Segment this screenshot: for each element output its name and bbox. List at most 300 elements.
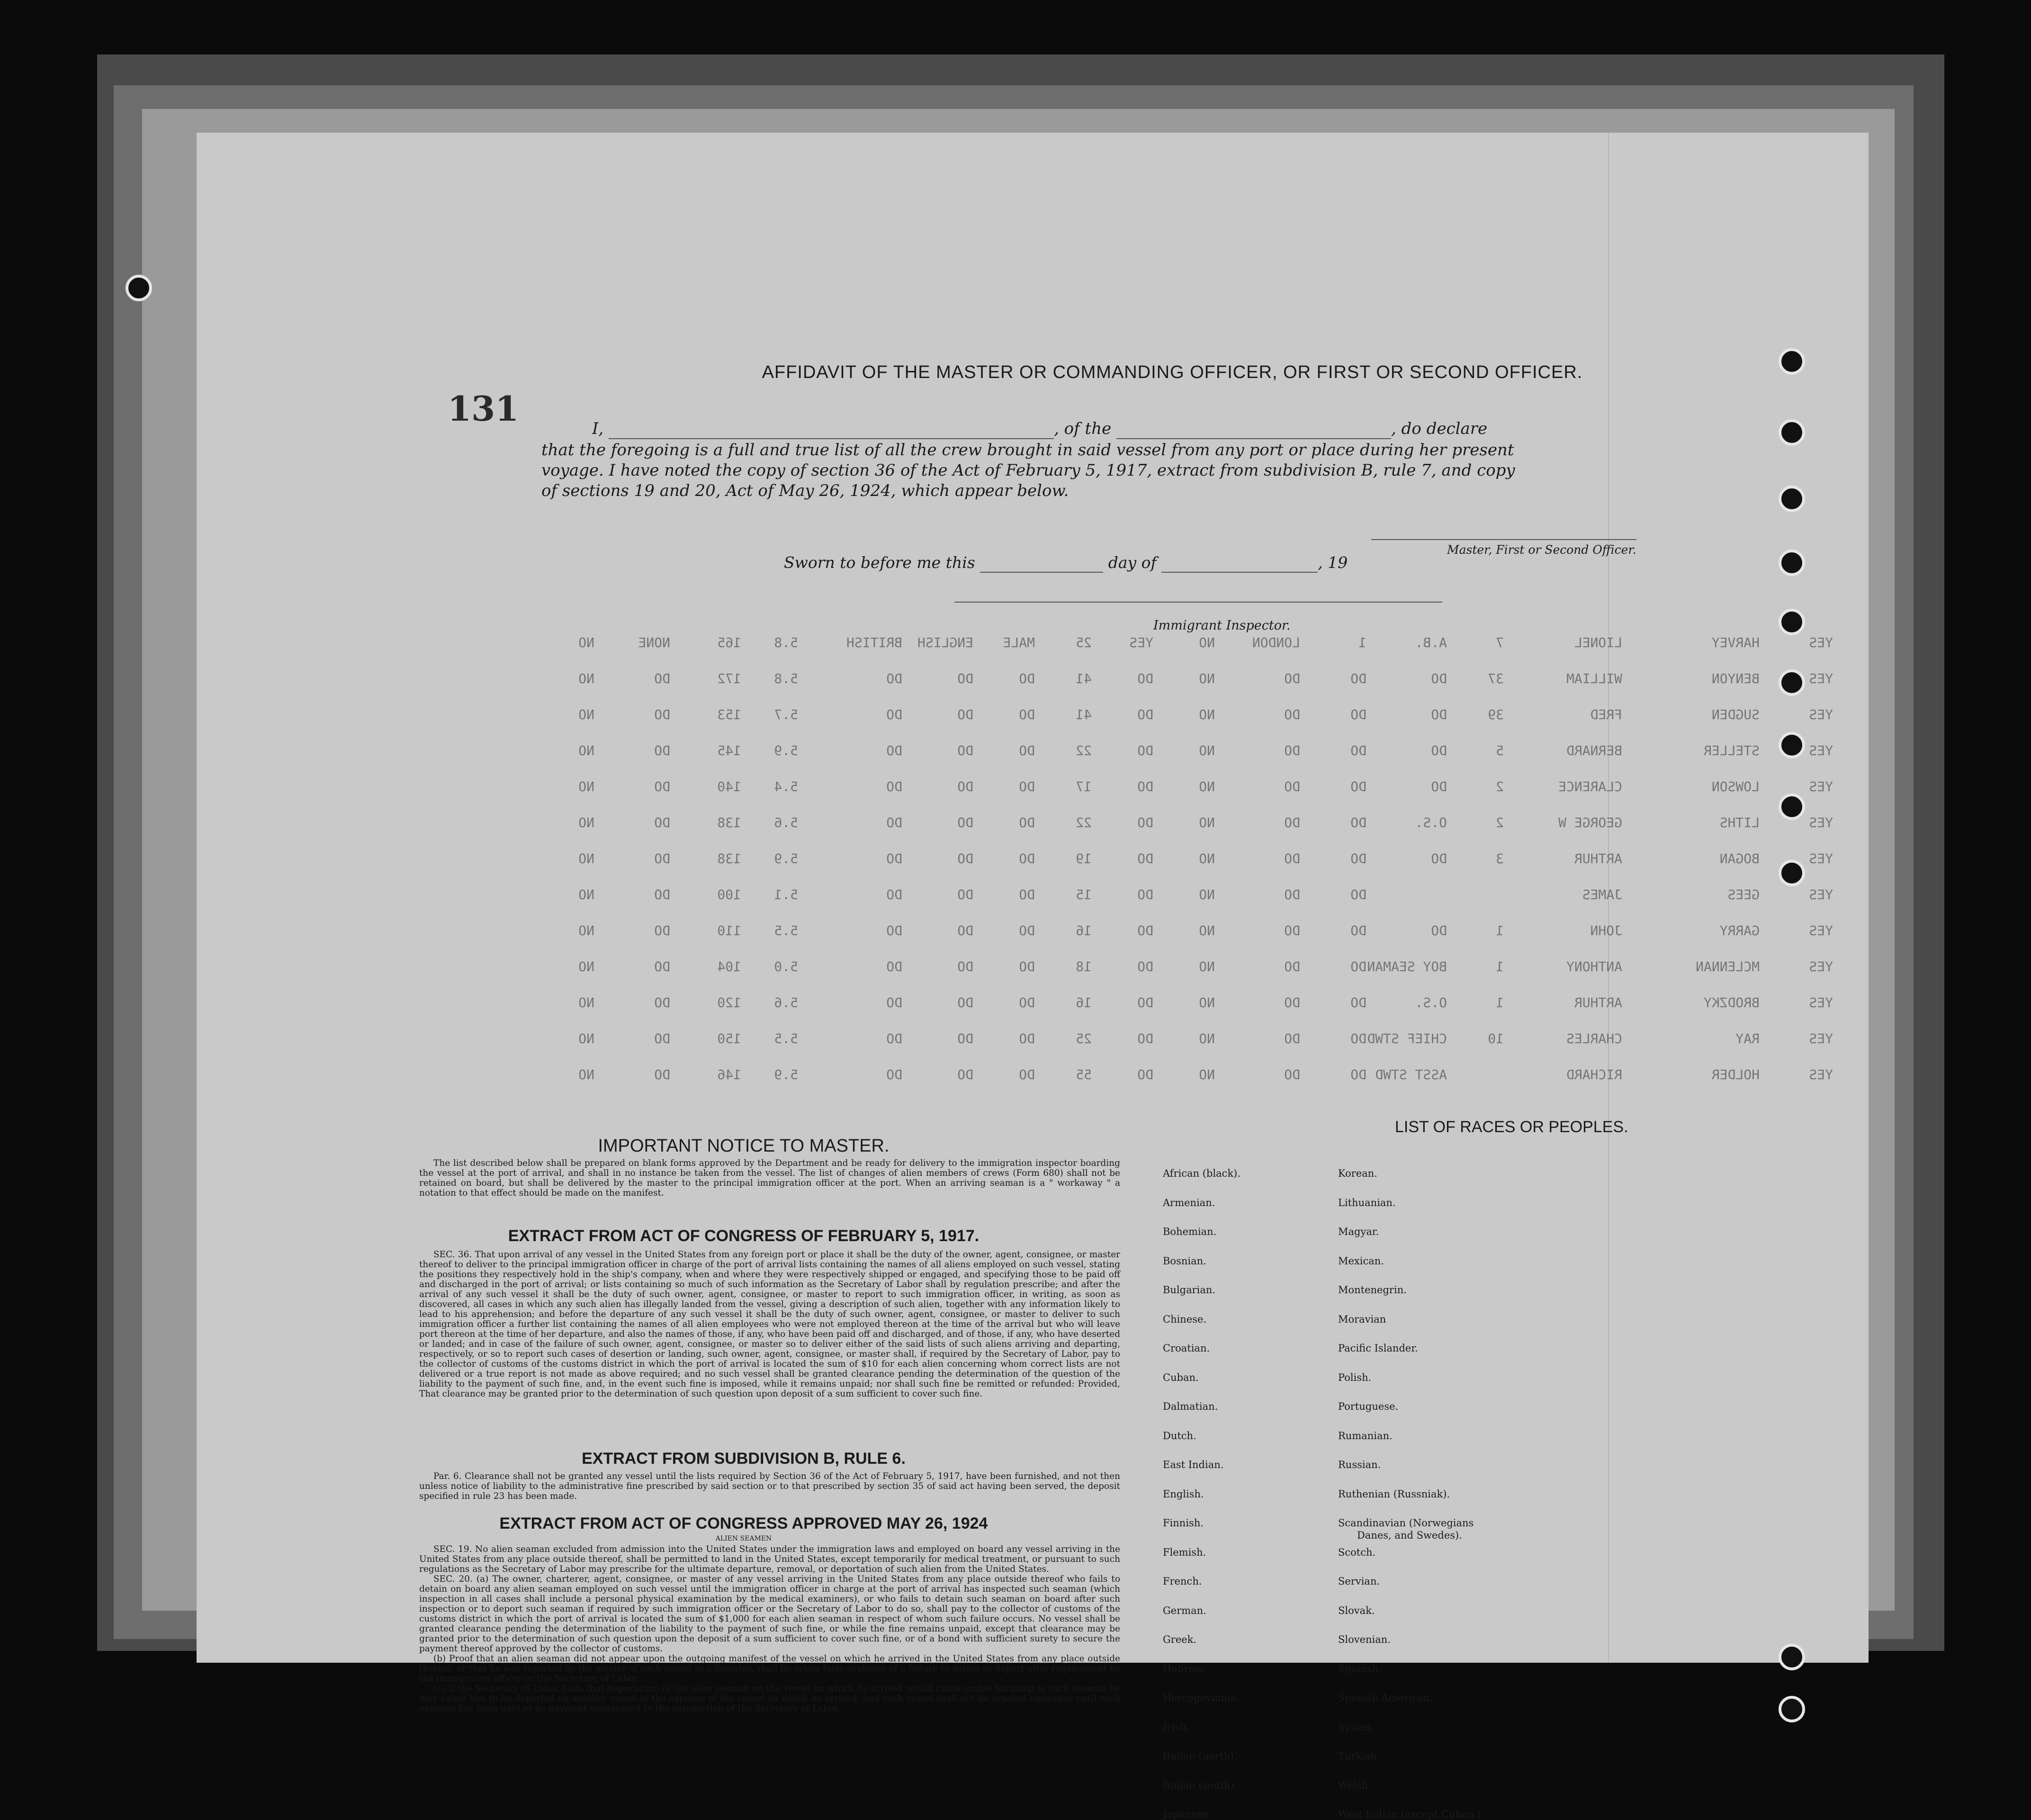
race-item: Spanish American. <box>1338 1692 1433 1703</box>
ghost-crew-cell: DO <box>1284 851 1300 866</box>
sec-20c-paragraph: (c) If the Secretary of Labor finds that deportation of the alien seaman on the vessel on which he arrived would cause undue hardship to such seaman he may cause him to be deported on another vessel at the expense of the vessel on which he arrived, and such vessel shall not be granted clearance until such expense has been paid or its payment guaranteed to the satisfaction of the Secretary of Labor. <box>419 1684 1120 1713</box>
ghost-crew-cell: DO <box>1350 851 1366 866</box>
ghost-crew-cell: NO <box>1199 1031 1215 1046</box>
ghost-crew-cell: 41 <box>1076 671 1092 686</box>
race-item: Welsh. <box>1338 1779 1371 1791</box>
affidavit-of-the: , of the <box>1054 419 1112 438</box>
ghost-crew-cell: YES <box>1809 743 1833 758</box>
ghost-crew-cell: YES <box>1809 1067 1833 1082</box>
ghost-crew-cell: 5.5 <box>774 923 798 938</box>
ghost-crew-row <box>197 959 1869 978</box>
sworn-line <box>784 553 1348 573</box>
ghost-crew-cell: DO <box>1431 923 1447 938</box>
ghost-crew-cell: NO <box>578 779 594 794</box>
ghost-crew-cell: DO <box>957 1031 973 1046</box>
ghost-crew-cell: NO <box>578 887 594 902</box>
ghost-crew-cell: HARVEY <box>1711 635 1760 650</box>
race-item: Korean. <box>1338 1168 1377 1179</box>
ghost-crew-cell: LOWSON <box>1711 779 1760 794</box>
race-item: Pacific Islander. <box>1338 1342 1418 1354</box>
ghost-crew-cell: NO <box>578 923 594 938</box>
ghost-crew-cell: DO <box>1284 887 1300 902</box>
race-item: Scotch. <box>1338 1546 1376 1558</box>
ghost-crew-cell: DO <box>886 743 902 758</box>
race-item: Portuguese. <box>1338 1401 1399 1412</box>
extract-rule6-paragraph: Par. 6. Clearance shall not be granted any vessel until the lists required by Section 36 of the Act of February 5, 1917, have been furnished, and not then unless notice of liability to the administrative fine prescribed by said section or to that prescribed by section 35 of said act having been served, the deposit specified in rule 23 has been made. <box>419 1471 1120 1501</box>
ghost-crew-cell: DO <box>1284 743 1300 758</box>
race-item: Hercegovinian. <box>1163 1692 1240 1703</box>
ghost-crew-cell: DO <box>1137 995 1153 1010</box>
ghost-crew-cell: DO <box>957 743 973 758</box>
ghost-crew-cell: 10 <box>1488 1031 1504 1046</box>
race-item: Moravian <box>1338 1313 1386 1325</box>
ghost-crew-cell: 5.4 <box>774 779 798 794</box>
extract-1917-title: EXTRACT FROM ACT OF CONGRESS OF FEBRUARY 5, 1917. <box>508 1227 980 1245</box>
ghost-crew-cell: DO <box>654 815 670 830</box>
ghost-crew-cell: DO <box>1350 779 1366 794</box>
ghost-crew-cell: CHIEF STWD <box>1367 1031 1447 1046</box>
ghost-crew-cell: DO <box>1019 815 1035 830</box>
affidavit-line-1 <box>592 419 1487 439</box>
ghost-crew-cell: DO <box>654 743 670 758</box>
punch-hole <box>1779 609 1805 635</box>
ghost-crew-cell: DO <box>957 851 973 866</box>
extract-rule6-body <box>419 1471 1120 1501</box>
ghost-crew-cell: 5.9 <box>774 743 798 758</box>
ghost-crew-row <box>197 671 1869 690</box>
ghost-crew-cell: DO <box>1137 743 1153 758</box>
ghost-crew-cell: 17 <box>1076 779 1092 794</box>
bleed-through-crew-list <box>197 635 1869 1104</box>
sworn-day-blank[interactable] <box>980 553 1103 573</box>
ghost-crew-cell: JAMES <box>1582 887 1622 902</box>
name-blank[interactable] <box>609 419 1054 439</box>
ghost-crew-row <box>197 707 1869 726</box>
race-item: Polish. <box>1338 1371 1372 1383</box>
alien-seamen-subhead: ALIEN SEAMEN <box>715 1535 772 1542</box>
ghost-crew-cell: 146 <box>717 1067 741 1082</box>
ghost-crew-cell: DO <box>1431 743 1447 758</box>
extract-1924-title: EXTRACT FROM ACT OF CONGRESS APPROVED MAY 26, 1924 <box>499 1514 988 1532</box>
ghost-crew-cell: DO <box>1137 779 1153 794</box>
ghost-crew-cell: 3 <box>1496 851 1504 866</box>
ghost-crew-cell: LIONEL <box>1574 635 1622 650</box>
ghost-crew-cell: 5 <box>1496 743 1504 758</box>
race-item: Slovenian. <box>1338 1634 1391 1645</box>
race-item: African (black). <box>1163 1168 1241 1179</box>
ghost-crew-cell: DO <box>1284 707 1300 722</box>
ghost-crew-cell: DO <box>1284 1031 1300 1046</box>
ghost-crew-cell: 5.6 <box>774 995 798 1010</box>
ghost-crew-cell: DO <box>654 707 670 722</box>
ghost-crew-cell: DO <box>1137 851 1153 866</box>
ghost-crew-cell: RICHARD <box>1566 1067 1622 1082</box>
race-item: Finnish. <box>1163 1517 1204 1529</box>
sec-20a-paragraph: SEC. 20. (a) The owner, charterer, agent, consignee, or master of any vessel arriving in the United States from any place outside thereof who fails to detain on board any alien seaman employed on such vessel until the immigration officer in charge at the port of arrival has inspected such seaman (which inspection in all cases shall include a personal physical examination by the medical examiners), or who fails to detain such seaman on board after such inspection or to deport such seaman if required by such immigration officer or the Secretary of Labor to do so, shall pay to the collector of customs of the customs district in which the port of arrival is located the sum of $1,000 for each alien seaman in respect of whom such failure occurs. No vessel shall be granted clearance pending the determination of the liability to the payment of such fine, or while the fine remains unpaid, except that clearance may be granted prior to the determination of such question upon the deposit of a sum sufficient to cover such fine, or of a bond with sufficient surety to secure the payment thereof approved by the collector of customs. <box>419 1574 1120 1654</box>
ghost-crew-cell: YES <box>1129 635 1153 650</box>
ghost-crew-cell: 1 <box>1358 635 1366 650</box>
ghost-crew-cell: NO <box>1199 851 1215 866</box>
ghost-crew-cell: BRITISH <box>846 635 902 650</box>
ghost-crew-cell: FRED <box>1590 707 1622 722</box>
ghost-crew-cell: BERNARD <box>1566 743 1622 758</box>
ghost-crew-cell: DO <box>957 959 973 974</box>
ghost-crew-cell: MCLENNAN <box>1696 959 1760 974</box>
ghost-crew-cell: DO <box>1019 851 1035 866</box>
ghost-crew-cell: DO <box>886 1067 902 1082</box>
ghost-crew-cell: DO <box>654 923 670 938</box>
ghost-crew-cell: ANTHONY <box>1566 959 1622 974</box>
ghost-crew-cell: 2 <box>1496 779 1504 794</box>
ghost-crew-cell: NO <box>1199 779 1215 794</box>
ghost-crew-row <box>197 1031 1869 1050</box>
ghost-crew-cell: DO <box>886 815 902 830</box>
ghost-crew-cell: 1 <box>1496 959 1504 974</box>
race-item: Bohemian. <box>1163 1226 1217 1237</box>
ghost-crew-cell: DO <box>1019 743 1035 758</box>
ghost-crew-cell: DO <box>1284 671 1300 686</box>
ghost-crew-cell: BOY SEAMAN <box>1367 959 1447 974</box>
ghost-crew-cell: 5.8 <box>774 635 798 650</box>
ghost-crew-cell: YES <box>1809 779 1833 794</box>
vessel-blank[interactable] <box>1116 419 1391 439</box>
ghost-crew-cell: 104 <box>717 959 741 974</box>
sworn-month-blank[interactable] <box>1161 553 1318 573</box>
ghost-crew-cell: JOHN <box>1590 923 1622 938</box>
ghost-crew-row <box>197 1067 1869 1086</box>
ghost-crew-cell: DO <box>1350 959 1366 974</box>
ghost-crew-cell: DO <box>1431 671 1447 686</box>
ghost-crew-cell: DO <box>886 887 902 902</box>
race-item: Dalmatian. <box>1163 1401 1218 1412</box>
ghost-crew-cell: 5.9 <box>774 1067 798 1082</box>
ghost-crew-cell: DO <box>957 923 973 938</box>
affidavit-line-4: of sections 19 and 20, Act of May 26, 1924, which appear below. <box>541 481 1069 500</box>
ghost-crew-cell: 22 <box>1076 743 1092 758</box>
sec-19-paragraph: SEC. 19. No alien seaman excluded from admission into the United States under the immigration laws and employed on board any vessel arriving in the United States from any place outside thereof, shall be permitted to land in the United States, except temporarily for medical treatment, or pursuant to such regulations as the Secretary of Labor may prescribe for the ultimate departure, removal, or deportation of such alien from the United States. <box>419 1544 1120 1574</box>
ghost-crew-cell: NO <box>578 743 594 758</box>
ghost-crew-cell: 15 <box>1076 887 1092 902</box>
ghost-crew-cell: YES <box>1809 887 1833 902</box>
ghost-crew-cell: 120 <box>717 995 741 1010</box>
ghost-crew-cell: HOLDER <box>1711 1067 1760 1082</box>
ghost-crew-cell: DO <box>654 671 670 686</box>
inspector-signature-line[interactable] <box>954 602 1442 603</box>
ghost-crew-cell: NO <box>1199 743 1215 758</box>
race-item: Japanese. <box>1163 1809 1212 1820</box>
ghost-crew-cell: DO <box>1431 707 1447 722</box>
race-item: Magyar. <box>1338 1226 1379 1237</box>
ghost-crew-cell: 16 <box>1076 923 1092 938</box>
ghost-crew-cell: DO <box>1019 779 1035 794</box>
ghost-crew-cell: 138 <box>717 815 741 830</box>
ghost-crew-cell: DO <box>886 779 902 794</box>
affidavit-title: AFFIDAVIT OF THE MASTER OR COMMANDING OFFICER, OR FIRST OR SECOND OFFICER. <box>762 362 1583 382</box>
ghost-crew-cell: CLARENCE <box>1558 779 1622 794</box>
ghost-crew-cell: YES <box>1809 1031 1833 1046</box>
ghost-crew-cell: DO <box>654 887 670 902</box>
ghost-crew-cell: DO <box>1350 887 1366 902</box>
race-item: West Indian (except Cuban.) <box>1338 1809 1482 1820</box>
race-item: Mexican. <box>1338 1255 1384 1267</box>
ghost-crew-cell: BOGAN <box>1719 851 1760 866</box>
ghost-crew-cell: DO <box>1137 959 1153 974</box>
ghost-crew-cell: BRODZKY <box>1703 995 1760 1010</box>
ghost-crew-cell: NO <box>1199 887 1215 902</box>
ghost-crew-cell: DO <box>1019 1067 1035 1082</box>
race-item: French. <box>1163 1576 1202 1587</box>
ghost-crew-cell: 7 <box>1496 635 1504 650</box>
ghost-crew-cell: YES <box>1809 851 1833 866</box>
ghost-crew-cell: ARTHUR <box>1574 851 1622 866</box>
race-item: Croatian. <box>1163 1342 1210 1354</box>
ghost-crew-cell: 39 <box>1488 707 1504 722</box>
ghost-crew-row <box>197 635 1869 654</box>
race-item: Italian (south). <box>1163 1779 1238 1791</box>
race-item: Russian. <box>1338 1459 1381 1470</box>
ghost-crew-cell: A.B. <box>1415 635 1447 650</box>
ghost-crew-cell: DO <box>957 707 973 722</box>
races-title: LIST OF RACES OR PEOPLES. <box>1395 1118 1628 1136</box>
ghost-crew-cell: DO <box>886 671 902 686</box>
extract-1924-body <box>419 1544 1120 1713</box>
extract-1917-paragraph: SEC. 36. That upon arrival of any vessel in the United States from any foreign port or place it shall be the duty of the owner, agent, consignee, or master thereof to deliver to the principal immigration officer in charge of the port of arrival lists containing the names of all aliens employed on such vessel, stating the positions they respectively hold in the ship's company, when and where they were respectively shipped or engaged, and specifying those to be paid off and discharged in the port of arrival; or lists containing so much of such information as the Secretary of Labor shall by regulation prescribe; and after the arrival of any such vessel it shall be the duty of such owner, agent, consignee, or master to report to such immigration officer, in writing, as soon as discovered, all cases in which any such alien has illegally landed from the vessel, giving a description of such alien, together with any information likely to lead to his apprehension; and before the departure of any such vessel it shall be the duty of such owner, agent, consignee, or master to deliver to such immigration officer a further list containing the names of all alien employees who were not employed thereon at the time of the arrival but who will leave port thereon at the time of her departure, and also the names of those, if any, who have been paid off and discharged, and of those, if any, who have deserted or landed; and in case of the failure of such owner, agent, consignee, or master so to deliver either of the said lists of such aliens arriving and departing, respectively, or so to report such cases of desertion or landing, such owner, agent, consignee, or master shall, if required by the Secretary of Labor, pay to the collector of customs of the customs district in which the port of arrival is located the sum of $10 for each alien concerning whom correct lists are not delivered or a true report is not made as above required; and no such vessel shall be granted clearance pending the determination of the question of the liability to the payment of such fine, and, in the event such fine is imposed, while it remains unpaid; nor shall such fine be remitted or refunded: Provided, That clearance may be granted prior to the determination of such question upon deposit of a sum sufficient to cover such fine. <box>419 1250 1120 1399</box>
ghost-crew-cell: 25 <box>1076 635 1092 650</box>
ghost-crew-cell: 5.9 <box>774 851 798 866</box>
race-item: Cuban. <box>1163 1371 1199 1383</box>
ghost-crew-cell: DO <box>1137 887 1153 902</box>
ghost-crew-cell: O.S. <box>1415 815 1447 830</box>
ghost-crew-cell: 5.5 <box>774 1031 798 1046</box>
ghost-crew-cell: DO <box>1284 815 1300 830</box>
ghost-crew-cell: ARTHUR <box>1574 995 1622 1010</box>
ghost-crew-row <box>197 779 1869 798</box>
manifest-page <box>197 133 1869 1820</box>
ghost-crew-cell: DO <box>1350 995 1366 1010</box>
ghost-crew-cell: DO <box>654 779 670 794</box>
race-item: Turkish. <box>1338 1750 1380 1762</box>
affidavit-do-declare: , do declare <box>1391 419 1488 438</box>
punch-hole <box>1779 550 1805 576</box>
ghost-crew-cell: DO <box>886 959 902 974</box>
ghost-crew-cell: DO <box>1019 923 1035 938</box>
ghost-crew-cell: ENGLISH <box>917 635 973 650</box>
race-item: Slovak. <box>1338 1604 1375 1616</box>
ghost-crew-cell: DO <box>1350 671 1366 686</box>
ghost-crew-cell: LITHS <box>1719 815 1760 830</box>
race-item: Hebrew. <box>1163 1663 1205 1675</box>
ghost-crew-cell: NO <box>578 671 594 686</box>
ghost-crew-cell: DO <box>1137 671 1153 686</box>
race-item: Greek. <box>1163 1634 1197 1645</box>
ghost-crew-cell: DO <box>1284 1067 1300 1082</box>
extract-1917-body <box>419 1250 1120 1399</box>
race-item: East Indian. <box>1163 1459 1224 1470</box>
sworn-year: , 19 <box>1318 553 1348 572</box>
ghost-crew-cell: DO <box>1284 779 1300 794</box>
punch-hole <box>1779 1696 1805 1722</box>
ghost-crew-cell: NONE <box>638 635 670 650</box>
ghost-crew-cell: DO <box>886 1031 902 1046</box>
ghost-crew-row <box>197 851 1869 870</box>
ghost-crew-cell: DO <box>1284 959 1300 974</box>
ghost-crew-cell: YES <box>1809 635 1833 650</box>
sec-20b-paragraph: (b) Proof that an alien seaman did not appear upon the outgoing manifest of the vessel on which he arrived in the United States from any place outside thereof, or that he was reported by the master of such vessel as a deserter, shall be prima facie evidence of a failure to detain or deport after requirement by the immigration officer or the Secretary of Labor. <box>419 1654 1120 1684</box>
ghost-crew-cell: 5.6 <box>774 815 798 830</box>
ghost-crew-cell: YES <box>1809 995 1833 1010</box>
punch-hole <box>1779 486 1805 512</box>
ghost-crew-cell: DO <box>654 995 670 1010</box>
punch-hole <box>1779 1644 1805 1670</box>
ghost-crew-cell: DO <box>957 887 973 902</box>
ghost-crew-cell: 5.1 <box>774 887 798 902</box>
ghost-crew-row <box>197 923 1869 942</box>
sworn-day-of: day of <box>1108 553 1157 572</box>
ghost-crew-cell: DO <box>1137 707 1153 722</box>
ghost-crew-cell: NO <box>1199 1067 1215 1082</box>
ghost-crew-cell: NO <box>1199 707 1215 722</box>
ghost-crew-cell: 5.0 <box>774 959 798 974</box>
ghost-crew-cell: O.S. <box>1415 995 1447 1010</box>
race-item: Danes, and Swedes). <box>1357 1530 1462 1541</box>
sworn-text: Sworn to before me this <box>784 553 975 572</box>
ghost-crew-cell: MALE <box>1003 635 1035 650</box>
ghost-crew-cell: NO <box>1199 815 1215 830</box>
signature-line[interactable] <box>1371 539 1636 540</box>
ghost-crew-cell: 145 <box>717 743 741 758</box>
race-item: German. <box>1163 1604 1206 1616</box>
ghost-crew-cell: DO <box>1350 1067 1366 1082</box>
ghost-crew-cell: SUGDEN <box>1711 707 1760 722</box>
ghost-crew-cell: DO <box>1019 671 1035 686</box>
punch-hole <box>1779 419 1805 446</box>
race-item: Rumanian. <box>1338 1430 1393 1442</box>
ghost-crew-cell: YES <box>1809 959 1833 974</box>
ghost-crew-cell: DO <box>1019 995 1035 1010</box>
ghost-crew-cell: NO <box>578 635 594 650</box>
ghost-crew-cell: NO <box>578 707 594 722</box>
race-item: Irish. <box>1163 1721 1190 1733</box>
ghost-crew-row <box>197 995 1869 1014</box>
ghost-crew-cell: NO <box>1199 635 1215 650</box>
ghost-crew-cell: 22 <box>1076 815 1092 830</box>
race-item: Montenegrin. <box>1338 1284 1407 1296</box>
ghost-crew-cell: 172 <box>717 671 741 686</box>
ghost-crew-cell: YES <box>1809 815 1833 830</box>
ghost-crew-cell: DO <box>654 959 670 974</box>
ghost-crew-cell: DO <box>1137 1031 1153 1046</box>
ghost-crew-cell: DO <box>1284 995 1300 1010</box>
ghost-crew-cell: NO <box>578 959 594 974</box>
ghost-crew-cell: 138 <box>717 851 741 866</box>
ghost-crew-cell: YES <box>1809 923 1833 938</box>
ghost-crew-cell: GARRY <box>1719 923 1760 938</box>
ghost-crew-row <box>197 743 1869 762</box>
ghost-crew-cell: DO <box>886 995 902 1010</box>
ghost-crew-cell: 18 <box>1076 959 1092 974</box>
race-item: Armenian. <box>1163 1197 1215 1208</box>
ghost-crew-cell: NO <box>578 1031 594 1046</box>
ghost-crew-cell: DO <box>654 851 670 866</box>
ghost-crew-cell: 1 <box>1496 995 1504 1010</box>
ghost-crew-cell: 37 <box>1488 671 1504 686</box>
ghost-crew-cell: DO <box>1019 1031 1035 1046</box>
ghost-crew-cell: DO <box>1350 923 1366 938</box>
race-item: Scandinavian (Norwegians <box>1338 1517 1474 1529</box>
ghost-crew-cell: DO <box>1019 707 1035 722</box>
ghost-crew-cell: LONDON <box>1252 635 1300 650</box>
race-item: Servian. <box>1338 1576 1380 1587</box>
extract-rule6-title: EXTRACT FROM SUBDIVISION B, RULE 6. <box>582 1450 906 1468</box>
ghost-crew-cell: 16 <box>1076 995 1092 1010</box>
ghost-crew-cell: DO <box>1137 815 1153 830</box>
ghost-crew-cell: RAY <box>1735 1031 1760 1046</box>
ghost-crew-cell: 110 <box>717 923 741 938</box>
race-item: Bulgarian. <box>1163 1284 1216 1296</box>
ghost-crew-cell: DO <box>886 851 902 866</box>
ghost-crew-cell: DO <box>957 671 973 686</box>
punch-hole <box>1779 348 1805 375</box>
ghost-crew-row <box>197 815 1869 834</box>
ghost-crew-cell: 153 <box>717 707 741 722</box>
race-item: Italian (north). <box>1163 1750 1237 1762</box>
ghost-crew-cell: NO <box>1199 995 1215 1010</box>
ghost-crew-cell: DO <box>1350 743 1366 758</box>
ghost-crew-cell: DO <box>1019 959 1035 974</box>
race-item: Ruthenian (Russniak). <box>1338 1488 1450 1500</box>
ghost-crew-cell: NO <box>1199 923 1215 938</box>
race-item: Bosnian. <box>1163 1255 1206 1267</box>
race-item: Chinese. <box>1163 1313 1207 1325</box>
notice-paragraph: The list described below shall be prepared on blank forms approved by the Department and be ready for delivery to the immigration inspector boarding the vessel at the port of arrival, and shall in no instance be taken from the vessel. The list of changes of alien members of crews (Form 680) shall not be retained on board, but shall be delivered by the master to the principal immigration officer at the port. When an arriving seaman is a " workaway " a notation to that effect should be made on the manifest. <box>419 1158 1120 1198</box>
ghost-crew-cell: GEES <box>1727 887 1760 902</box>
ghost-crew-cell: DO <box>1431 851 1447 866</box>
race-item: Spanish. <box>1338 1663 1382 1675</box>
punch-hole <box>126 275 152 301</box>
ghost-crew-cell: NO <box>578 1067 594 1082</box>
ghost-crew-cell: NO <box>578 995 594 1010</box>
race-item: Lithuanian. <box>1338 1197 1396 1208</box>
ghost-crew-cell: DO <box>1350 1031 1366 1046</box>
race-item: Flemish. <box>1163 1546 1206 1558</box>
ghost-crew-cell: YES <box>1809 671 1833 686</box>
notice-body <box>419 1158 1120 1198</box>
ghost-crew-cell: CHARLES <box>1566 1031 1622 1046</box>
ghost-crew-cell: DO <box>886 707 902 722</box>
ghost-crew-cell: DO <box>957 1067 973 1082</box>
ghost-crew-row <box>197 887 1869 906</box>
inspector-label: Immigrant Inspector. <box>1153 618 1291 633</box>
affidavit-i: I, <box>592 419 604 438</box>
ghost-crew-cell: 55 <box>1076 1067 1092 1082</box>
ghost-crew-cell: WILLIAM <box>1566 671 1622 686</box>
ghost-crew-cell: 41 <box>1076 707 1092 722</box>
ghost-crew-cell: DO <box>1137 923 1153 938</box>
ghost-crew-cell: DO <box>1431 779 1447 794</box>
ghost-crew-cell: 5.7 <box>774 707 798 722</box>
ghost-crew-cell: STELLER <box>1703 743 1760 758</box>
notice-title: IMPORTANT NOTICE TO MASTER. <box>598 1136 890 1156</box>
race-item: English. <box>1163 1488 1204 1500</box>
ghost-crew-cell: NO <box>578 815 594 830</box>
ghost-crew-cell: 5.8 <box>774 671 798 686</box>
ghost-crew-cell: 25 <box>1076 1031 1092 1046</box>
ghost-crew-cell: DO <box>1284 923 1300 938</box>
ghost-crew-cell: 1 <box>1496 923 1504 938</box>
signature-label: Master, First or Second Officer. <box>1447 543 1636 557</box>
affidavit-line-3: voyage. I have noted the copy of section 36 of the Act of February 5, 1917, extract from subdivision B, rule 7, and copy <box>541 461 1515 480</box>
ghost-crew-cell: DO <box>957 995 973 1010</box>
